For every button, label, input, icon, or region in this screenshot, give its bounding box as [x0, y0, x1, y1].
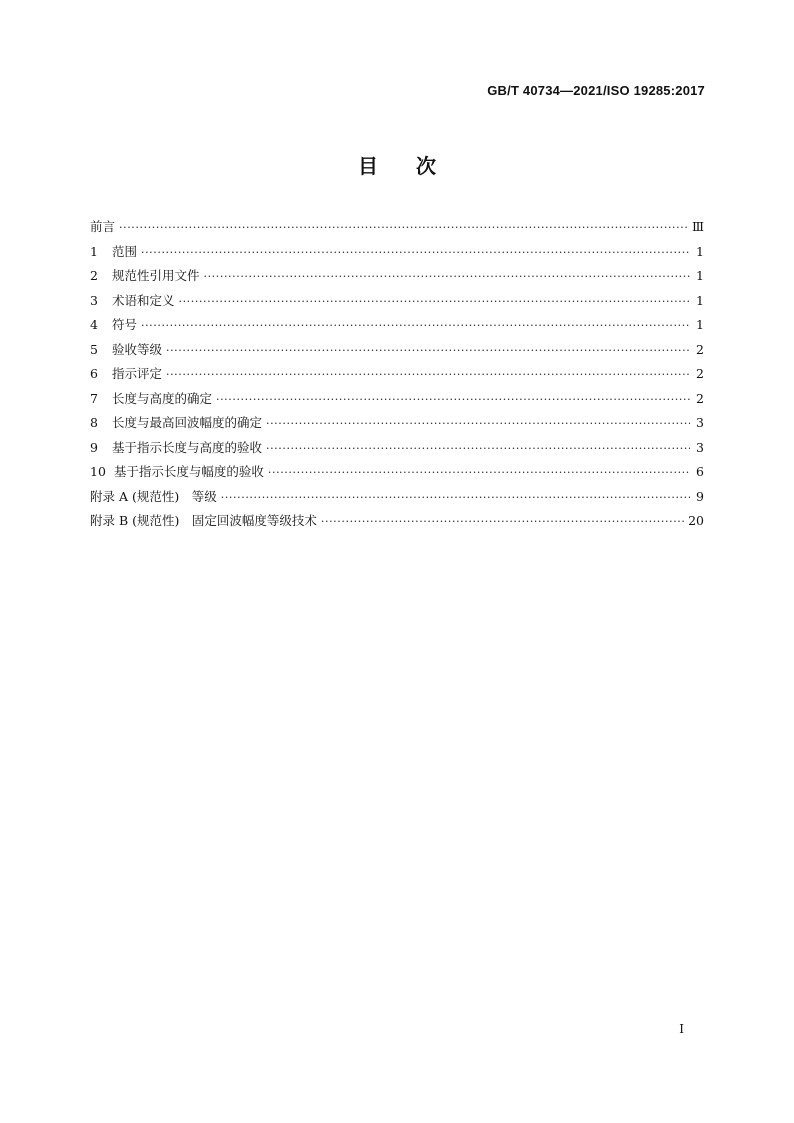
page-number: I: [679, 1022, 684, 1036]
toc-entry-label: 2 规范性引用文件: [90, 264, 203, 289]
toc-entry-label: 7 长度与高度的确定: [90, 387, 216, 412]
toc-entry-8[interactable]: [90, 411, 704, 436]
toc-entry-annex-a[interactable]: [90, 485, 704, 510]
toc-page-number: 1: [696, 317, 704, 332]
page-title: [0, 150, 794, 179]
toc-leader: [321, 510, 684, 535]
table-of-contents: [90, 215, 704, 534]
toc-entry-number: 1: [90, 243, 98, 259]
toc-page-number: 1: [696, 268, 704, 283]
toc-entry-label: 附录 B (规范性) 固定回波幅度等级技术: [90, 509, 321, 534]
toc-entry-6[interactable]: [90, 362, 704, 387]
toc-leader: [268, 461, 690, 486]
toc-entry-9[interactable]: [90, 436, 704, 461]
toc-leader: [203, 265, 690, 290]
toc-entry-4[interactable]: [90, 313, 704, 338]
toc-entry-number: 4: [90, 317, 98, 332]
toc-leader: [178, 290, 690, 315]
toc-entry-7[interactable]: [90, 387, 704, 412]
toc-entry-number: 6: [90, 366, 98, 381]
toc-leader: [166, 363, 690, 388]
standard-code: GB/T 40734—2021/ISO 19285:2017: [487, 83, 705, 98]
toc-page-number: 9: [696, 488, 704, 504]
toc-page-number: 1: [696, 243, 704, 259]
toc-entry-2[interactable]: [90, 264, 704, 289]
toc-entry-10[interactable]: [90, 460, 704, 485]
toc-entry-number: 3: [90, 292, 98, 308]
toc-entry-label: 9 基于指示长度与高度的验收: [90, 436, 266, 461]
toc-entry-label: 8 长度与最高回波幅度的确定: [90, 411, 266, 436]
toc-leader: [266, 437, 690, 462]
toc-leader: [266, 412, 690, 437]
toc-entry-1[interactable]: [90, 240, 704, 265]
toc-leader: [119, 216, 688, 241]
toc-entry-label: 前言: [90, 215, 119, 240]
toc-entry-number: 2: [90, 268, 98, 283]
toc-entry-5[interactable]: [90, 338, 704, 363]
toc-entry-label: 附录 A (规范性) 等级: [90, 485, 221, 510]
toc-entry-number: 9: [90, 439, 98, 455]
toc-page-number: 1: [696, 292, 704, 308]
toc-entry-label: 5 验收等级: [90, 338, 166, 363]
toc-leader: [141, 241, 690, 266]
toc-entry-label: 1 范围: [90, 240, 141, 265]
title-char-2: 次: [416, 154, 436, 178]
toc-page-number: 2: [696, 366, 704, 381]
toc-entry-number: 10: [90, 464, 106, 479]
toc-leader: [141, 314, 690, 339]
toc-entry-label: 4 符号: [90, 313, 141, 338]
toc-entry-label: 3 术语和定义: [90, 289, 178, 314]
toc-entry-annex-b[interactable]: [90, 509, 704, 534]
toc-page-number: 2: [696, 390, 704, 406]
toc-page-number: 20: [688, 513, 704, 528]
toc-entry-number: 5: [90, 341, 98, 357]
toc-entry-number: 8: [90, 415, 98, 430]
toc-entry-label: 6 指示评定: [90, 362, 166, 387]
toc-page-number: Ⅲ: [691, 219, 704, 234]
toc-entry-foreword[interactable]: [90, 215, 704, 240]
toc-page-number: 3: [696, 415, 704, 430]
toc-leader: [166, 339, 690, 364]
toc-page-number: 2: [696, 341, 704, 357]
toc-leader: [221, 486, 690, 511]
toc-leader: [216, 388, 690, 413]
title-char-1: 目: [358, 154, 378, 178]
toc-page-number: 3: [696, 439, 704, 455]
toc-entry-3[interactable]: [90, 289, 704, 314]
toc-entry-label: 10 基于指示长度与幅度的验收: [90, 460, 268, 485]
toc-entry-number: 7: [90, 390, 98, 406]
toc-page-number: 6: [696, 464, 704, 479]
